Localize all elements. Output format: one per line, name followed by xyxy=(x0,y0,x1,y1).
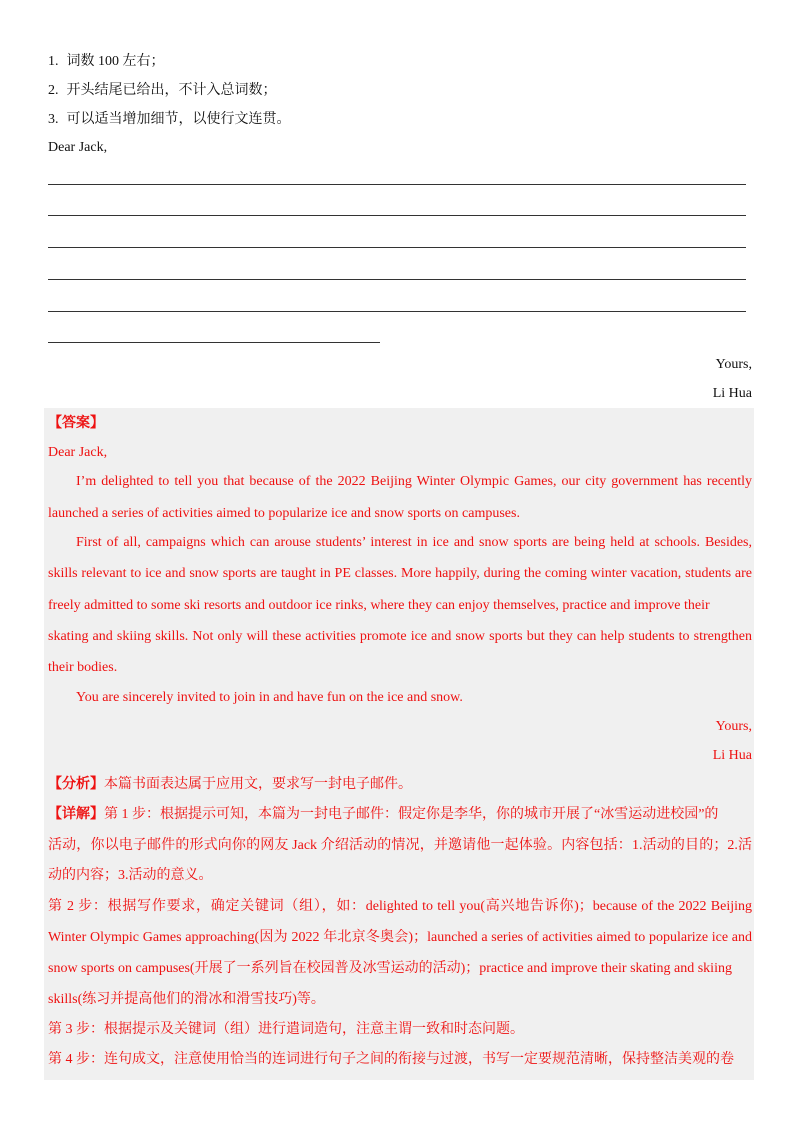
analysis-text: 本篇书面表达属于应用文，要求写一封电子邮件。 xyxy=(104,777,412,792)
answer-signature: Li Hua xyxy=(712,748,752,763)
writing-line xyxy=(48,279,746,280)
requirement-number: 1. xyxy=(48,54,59,69)
analysis-label: 【分析】 xyxy=(48,777,104,792)
letter-signature: Li Hua xyxy=(712,386,752,401)
answer-line: freely admitted to some ski resorts and outdoor ice rinks, where they can enjoy themselves, practice and improve their xyxy=(48,598,710,613)
analysis-line xyxy=(48,776,412,794)
writing-line xyxy=(48,184,746,185)
detail-line: Winter Olympic Games approaching(因为 2022 年北京冬奥会)；launched a series of activities aimed to popularize ice and xyxy=(48,930,752,945)
detail-line: 第 2 步：根据写作要求，确定关键词（组），如：delighted to tell you(高兴地告诉你)；because of the 2022 Beijing xyxy=(48,899,752,914)
answer-closing: Yours, xyxy=(715,719,752,734)
requirement-text: 开头结尾已给出，不计入总词数； xyxy=(66,83,277,98)
writing-line xyxy=(48,215,746,216)
detail-line: 第 4 步：连句成文，注意使用恰当的连词进行句子之间的衔接与过渡，书写一定要规范清晰，保持整洁美观的卷 xyxy=(48,1052,734,1067)
writing-line-short xyxy=(48,342,380,343)
detail-line: skills(练习并提高他们的滑冰和滑雪技巧)等。 xyxy=(48,992,325,1007)
answer-line: I’m delighted to tell you that because of the 2022 Beijing Winter Olympic Games, our city government has recently xyxy=(76,474,752,489)
requirement-item xyxy=(48,53,165,71)
answer-line: their bodies. xyxy=(48,660,118,675)
requirement-item xyxy=(48,82,277,100)
requirement-text: 可以适当增加细节，以使行文连贯。 xyxy=(66,112,291,127)
writing-line xyxy=(48,311,746,312)
answer-line: skills relevant to ice and snow sports are taught in PE classes. More happily, during the coming winter vacation, students are xyxy=(48,566,752,581)
answer-line: You are sincerely invited to join in and have fun on the ice and snow. xyxy=(76,690,463,705)
answer-label: 【答案】 xyxy=(48,416,104,431)
answer-line: First of all, campaigns which can arouse students’ interest in ice and snow sports are being held at schools. Besides, xyxy=(76,535,752,550)
answer-line: launched a series of activities aimed to popularize ice and snow sports on campuses. xyxy=(48,506,520,521)
requirement-item xyxy=(48,111,291,129)
detail-line: 第 3 步：根据提示及关键词（组）进行遣词造句，注意主谓一致和时态问题。 xyxy=(48,1022,524,1037)
letter-closing: Yours, xyxy=(715,357,752,372)
answer-greeting: Dear Jack, xyxy=(48,445,108,460)
requirement-number: 3. xyxy=(48,112,59,127)
detail-line: 【详解】第 1 步：根据提示可知，本篇为一封电子邮件：假定你是李华，你的城市开展了“冰雪运动进校园”的 xyxy=(48,807,719,822)
detail-label: 【详解】 xyxy=(48,807,104,822)
requirement-text: 词数 100 左右； xyxy=(66,54,165,69)
writing-line xyxy=(48,247,746,248)
detail-line: snow sports on campuses(开展了一系列旨在校园普及冰雪运动的活动)；practice and improve their skating and skiing xyxy=(48,961,732,976)
requirement-number: 2. xyxy=(48,83,59,98)
answer-line: skating and skiing skills. Not only will these activities promote ice and snow sports but they can help students to strengthen xyxy=(48,629,752,644)
detail-line: 动的内容；3.活动的意义。 xyxy=(48,868,213,883)
letter-greeting: Dear Jack, xyxy=(48,140,108,155)
detail-line: 活动，你以电子邮件的形式向你的网友 Jack 介绍活动的情况，并邀请他一起体验。内容包括：1.活动的目的；2.活 xyxy=(48,838,752,853)
